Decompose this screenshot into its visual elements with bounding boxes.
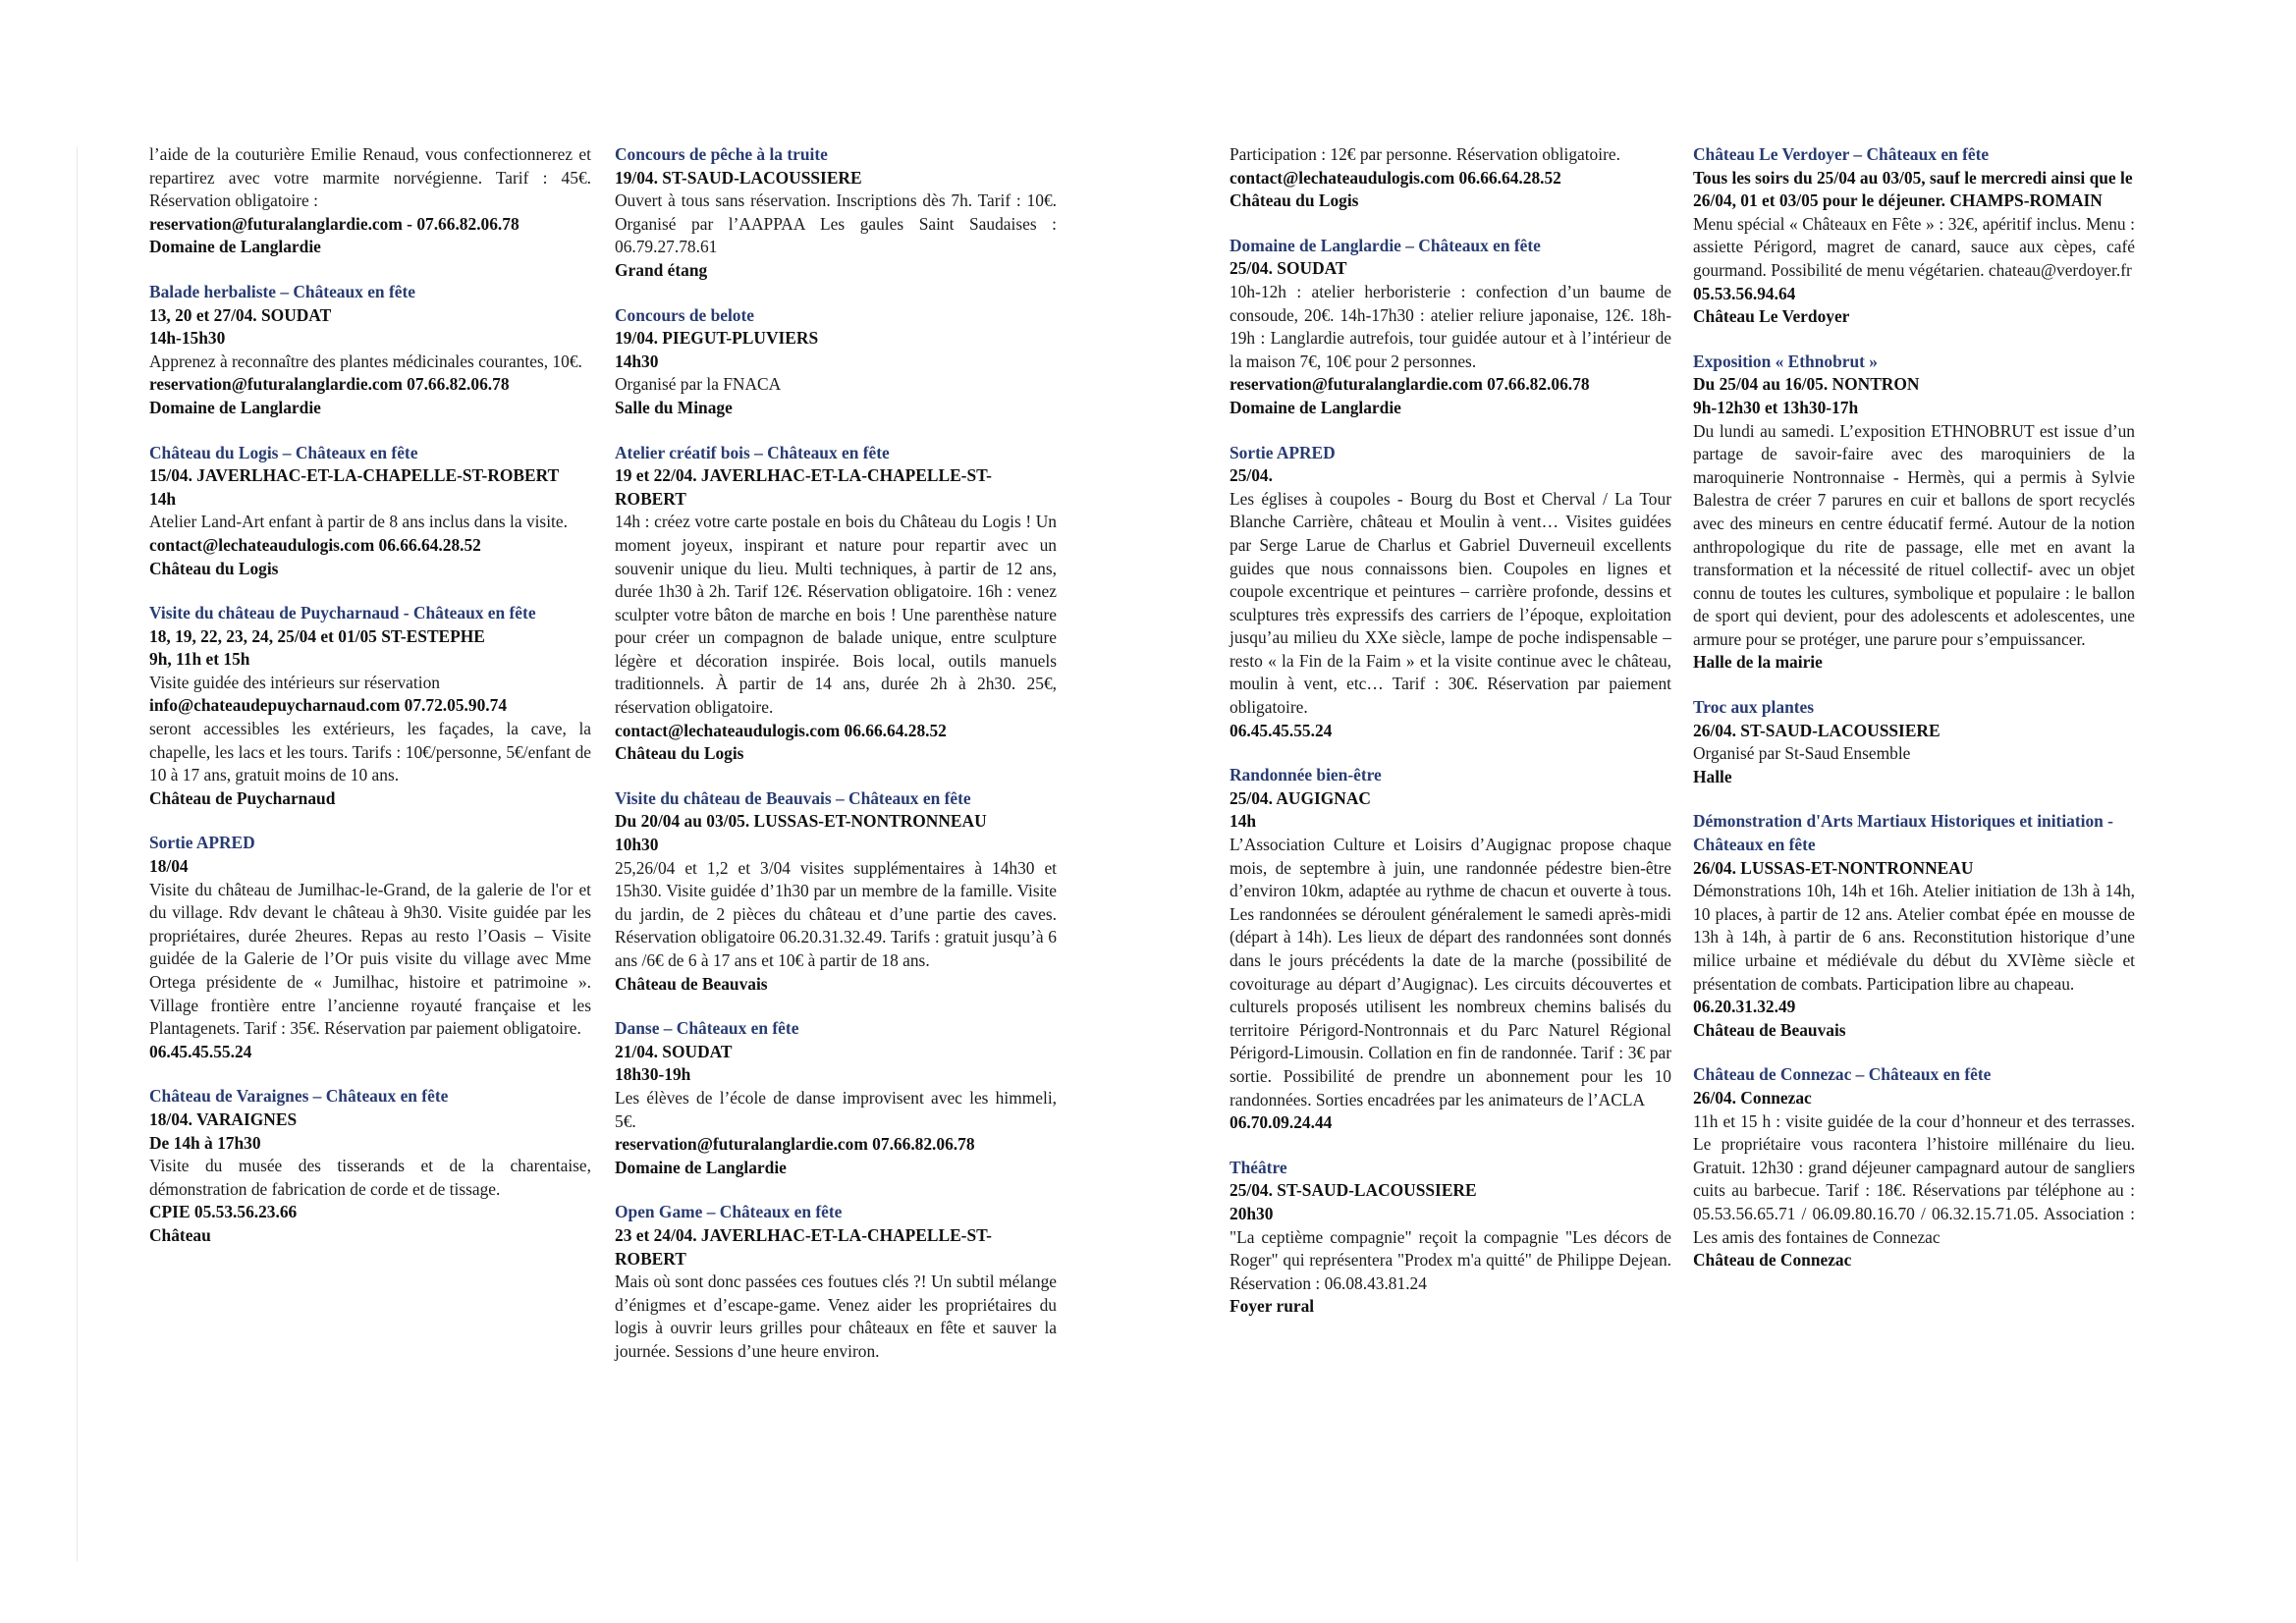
- event-title: Randonnée bien-être: [1230, 765, 1382, 785]
- event-description: 11h et 15 h : visite guidée de la cour d’honneur et des terrasses. Le propriétaire vous racontera l’histoire millénaire du lieu. Gratuit. 12h30 : grand déjeuner campagnard autour de sangliers cuits au barbecue. Tarif : 18€. Réservations par téléphone au : 05.53.56.65.71 / 06.09.80.16.70 / 06.32.15.71.05. Association : Les amis des fontaines de Connezac: [1693, 1110, 2135, 1247]
- event-contact: contact@lechateaudulogis.com 06.66.64.28.52: [149, 534, 481, 555]
- event-time: 14h: [149, 488, 177, 509]
- event-date: 19 et 22/04. JAVERLHAC-ET-LA-CHAPELLE-ST-ROBERT: [615, 465, 992, 509]
- event-listing: [1693, 696, 2135, 788]
- event-description: Mais où sont donc passées ces foutues clés ?! Un subtil mélange d’énigmes et d’escape-game. Venez aider les propriétaires du logis à ouvrir leurs grilles pour châteaux en fête et sauver la journée. Sessions d’une heure environ.: [615, 1271, 1057, 1361]
- event-date: Du 25/04 au 16/05. NONTRON: [1693, 374, 1920, 395]
- event-contact: 06.20.31.32.49: [1693, 997, 1796, 1017]
- event-listing: [149, 1085, 591, 1247]
- event-title: Théâtre: [1230, 1157, 1287, 1177]
- event-listing: [149, 281, 591, 420]
- event-listing: [615, 442, 1057, 766]
- event-listing: [615, 1201, 1057, 1363]
- event-title: Troc aux plantes: [1693, 697, 1815, 718]
- event-continuation: [1230, 143, 1671, 213]
- event-listing: [1693, 143, 2135, 329]
- event-venue: Domaine de Langlardie: [1230, 397, 1401, 417]
- event-description: Visite guidée des intérieurs sur réservation: [149, 672, 440, 692]
- event-listing: [1230, 1157, 1671, 1319]
- column-2: [615, 143, 1057, 1385]
- event-contact: reservation@futuralanglardie.com - 07.66.82.06.78: [149, 213, 519, 234]
- event-date: 25/04. SOUDAT: [1230, 258, 1347, 279]
- event-title: Visite du château de Puycharnaud - Châteaux en fête: [149, 603, 536, 623]
- event-venue: Château de Puycharnaud: [149, 787, 336, 808]
- event-description: Organisé par St-Saud Ensemble: [1693, 743, 1911, 764]
- event-listing: [615, 143, 1057, 283]
- event-title: Sortie APRED: [149, 833, 255, 853]
- event-date: 26/04. LUSSAS-ET-NONTRONNEAU: [1693, 857, 1974, 878]
- column-3: [1230, 143, 1671, 1340]
- event-description-extra: seront accessibles les extérieurs, les façades, la cave, la chapelle, les lacs et les tours. Tarifs : 10€/personne, 5€/enfant de 10 à 17 ans, gratuit moins de 10 ans.: [149, 719, 591, 785]
- event-time: 14h: [1230, 811, 1257, 832]
- event-listing: [149, 602, 591, 810]
- event-contact: reservation@futuralanglardie.com 07.66.82.06.78: [1230, 374, 1590, 395]
- event-description: Atelier Land-Art enfant à partir de 8 ans inclus dans la visite.: [149, 512, 568, 532]
- event-date: 18/04. VARAIGNES: [149, 1109, 298, 1129]
- event-date: 19/04. PIEGUT-PLUVIERS: [615, 328, 819, 349]
- event-listing: [1230, 764, 1671, 1135]
- event-contact: 06.45.45.55.24: [149, 1041, 252, 1061]
- event-date: 23 et 24/04. JAVERLHAC-ET-LA-CHAPELLE-ST-ROBERT: [615, 1224, 992, 1269]
- event-contact: 05.53.56.94.64: [1693, 283, 1796, 303]
- event-title: Concours de pêche à la truite: [615, 144, 828, 164]
- event-description: 25,26/04 et 1,2 et 3/04 visites supplémentaires à 14h30 et 15h30. Visite guidée d’1h30 par un membre de la famille. Visite du jardin, de 2 pièces du château et d’une partie des caves. Réservation obligatoire 06.20.31.32.49. Tarifs : gratuit jusqu’à 6 ans /6€ de 6 à 17 ans et 10€ à partir de 18 ans.: [615, 857, 1057, 970]
- event-contact: reservation@futuralanglardie.com 07.66.82.06.78: [149, 374, 510, 395]
- event-contact: contact@lechateaudulogis.com 06.66.64.28.52: [615, 720, 947, 740]
- event-time: 20h30: [1230, 1203, 1274, 1223]
- event-description: Du lundi au samedi. L’exposition ETHNOBRUT est issue d’un partage de savoir-faire avec des maroquiniers de la maroquinerie Nontronnaise - Hermès, qui a permis à Sylvie Balestra de créer 7 parures en cuir et ballons de sport recyclés avec des mineurs en centre éducatif fermé. Autour de la notion anthropologique du rite de passage, elle met en avant la transformation et la nécessité de rituel collectif- avec un objet connu de toutes les cultures, symbolique et populaire : le ballon de sport qui devient, pour des adolescents et adolescentes, une armure pour se protéger, une parure pour s’empuissancer.: [1693, 420, 2135, 649]
- event-title: Open Game – Châteaux en fête: [615, 1202, 843, 1222]
- event-date: 26/04. ST-SAUD-LACOUSSIERE: [1693, 720, 1941, 740]
- event-time: 9h, 11h et 15h: [149, 649, 250, 670]
- event-description: l’aide de la couturière Emilie Renaud, vous confectionnerez et repartirez avec votre marmite norvégienne. Tarif : 45€. Réservation obligatoire :: [149, 144, 591, 211]
- event-date: 18, 19, 22, 23, 24, 25/04 et 01/05 ST-ESTEPHE: [149, 625, 485, 646]
- event-venue: Domaine de Langlardie: [149, 237, 321, 257]
- event-title: Domaine de Langlardie – Châteaux en fête: [1230, 235, 1541, 255]
- event-contact: 06.45.45.55.24: [1230, 720, 1333, 740]
- event-listing: [615, 787, 1057, 996]
- event-listing: [615, 1017, 1057, 1179]
- event-description: Visite du château de Jumilhac-le-Grand, de la galerie de l'or et du village. Rdv devant le château à 9h30. Visite guidée par les propriétaires, durée 2heures. Repas au resto l’Oasis – Visite guidée de la Galerie de l’Or puis visite du village avec Mme Ortega présidente de « Jumilhac, histoire et patrimoine ». Village frontière entre l’ancienne royauté française et les Plantagenets. Tarif : 35€. Réservation par paiement obligatoire.: [149, 879, 591, 1039]
- event-date: 18/04: [149, 856, 189, 877]
- event-title: Concours de belote: [615, 304, 755, 325]
- event-description: "La ceptième compagnie" reçoit la compagnie "Les décors de Roger" qui représentera "Prodex m'a quitté" de Philippe Dejean. Réservation : 06.08.43.81.24: [1230, 1226, 1671, 1293]
- event-venue: Foyer rural: [1230, 1296, 1315, 1317]
- event-title: Visite du château de Beauvais – Châteaux en fête: [615, 787, 971, 808]
- event-contact: reservation@futuralanglardie.com 07.66.82.06.78: [615, 1134, 975, 1155]
- column-4: [1693, 143, 2135, 1294]
- event-venue: Château du Logis: [1230, 190, 1359, 211]
- event-description: Organisé par la FNACA: [615, 374, 782, 395]
- event-title: Château de Connezac – Châteaux en fête: [1693, 1064, 1992, 1085]
- event-venue: Château du Logis: [149, 558, 279, 578]
- event-time: 10h30: [615, 835, 659, 855]
- column-1: [149, 143, 591, 1270]
- event-title: Château Le Verdoyer – Châteaux en fête: [1693, 144, 1990, 164]
- event-date: 19/04. ST-SAUD-LACOUSSIERE: [615, 167, 862, 188]
- event-description: Les élèves de l’école de danse improvisent avec les himmeli, 5€.: [615, 1087, 1057, 1131]
- event-venue: Château de Beauvais: [615, 973, 768, 994]
- event-description: Ouvert à tous sans réservation. Inscriptions dès 7h. Tarif : 10€. Organisé par l’AAPPAA Les gaules Saint Saudaises : 06.79.27.78.61: [615, 190, 1057, 257]
- event-description: Les églises à coupoles - Bourg du Bost et Cherval / La Tour Blanche Carrière, château et Moulin à vent… Visites guidées par Serge Larue de Charlus et Gabriel Duverneuil excellents guides que nous connaissons bien. Coupoles en lignes et coupole excentrique et peintures – carrière profonde, dessins et sculptures très expressifs des carriers de l’époque, exploitation jusqu’au milieu du XXe siècle, lampe de poche indispensable – resto « la Fin de la Faim » et la visite continue avec le château, moulin à vent, etc… Tarif : 30€. Réservation par paiement obligatoire.: [1230, 488, 1671, 718]
- event-title: Démonstration d'Arts Martiaux Historiques et initiation - Châteaux en fête: [1693, 811, 2113, 855]
- page-edge-line: [77, 147, 78, 1561]
- event-title: Balade herbaliste – Châteaux en fête: [149, 281, 415, 301]
- event-date: 21/04. SOUDAT: [615, 1041, 733, 1061]
- event-title: Exposition « Ethnobrut »: [1693, 351, 1878, 371]
- event-listing: [1693, 351, 2135, 675]
- event-time: De 14h à 17h30: [149, 1132, 261, 1153]
- event-title: Atelier créatif bois – Châteaux en fête: [615, 442, 890, 462]
- event-date: 15/04. JAVERLHAC-ET-LA-CHAPELLE-ST-ROBERT: [149, 465, 560, 486]
- event-title: Château du Logis – Châteaux en fête: [149, 442, 418, 462]
- event-time: 18h30-19h: [615, 1064, 691, 1085]
- event-contact: CPIE 05.53.56.23.66: [149, 1202, 298, 1222]
- event-date: 26/04. Connezac: [1693, 1087, 1812, 1108]
- event-venue: Château de Beauvais: [1693, 1019, 1846, 1040]
- event-contact: contact@lechateaudulogis.com 06.66.64.28.52: [1230, 167, 1561, 188]
- event-time: 14h30: [615, 351, 659, 371]
- event-description: Visite du musée des tisserands et de la charentaise, démonstration de fabrication de corde et de tissage.: [149, 1156, 591, 1199]
- event-listing: [1230, 442, 1671, 743]
- event-contact: 06.70.09.24.44: [1230, 1112, 1333, 1133]
- event-title: Château de Varaignes – Châteaux en fête: [149, 1086, 449, 1107]
- event-venue: Château du Logis: [615, 743, 744, 764]
- event-listing: [1230, 235, 1671, 420]
- event-venue: Château de Connezac: [1693, 1250, 1852, 1271]
- event-venue: Domaine de Langlardie: [149, 397, 321, 417]
- event-description: 14h : créez votre carte postale en bois du Château du Logis ! Un moment joyeux, inspirant et nature pour repartir avec un souvenir unique du lieu. Multi techniques, à partir de 12 ans, durée 1h30 à 2h. Tarif 12€. Réservation obligatoire. 16h : venez sculpter votre bâton de marche en bois ! Une parenthèse nature pour créer un compagnon de balade unique, entre sculpture légère et décoration inspirée. Bois local, outils manuels traditionnels. À partir de 14 ans, durée 2h à 2h30. 25€, réservation obligatoire.: [615, 512, 1057, 718]
- event-time: 14h-15h30: [149, 328, 226, 349]
- event-listing: [149, 442, 591, 581]
- event-listing: [149, 832, 591, 1063]
- event-date: Du 20/04 au 03/05. LUSSAS-ET-NONTRONNEAU: [615, 811, 987, 832]
- event-date: 25/04. AUGIGNAC: [1230, 787, 1371, 808]
- event-venue: Grand étang: [615, 259, 708, 280]
- event-venue: Château Le Verdoyer: [1693, 306, 1850, 327]
- event-venue: Halle: [1693, 766, 1732, 786]
- event-venue: Château: [149, 1224, 211, 1245]
- event-contact: info@chateaudepuycharnaud.com 07.72.05.90.74: [149, 695, 508, 716]
- event-venue: Halle de la mairie: [1693, 652, 1823, 673]
- event-description: 10h-12h : atelier herboristerie : confection d’un baume de consoude, 20€. 14h-17h30 : atelier reliure japonaise, 12€. 18h-19h : Langlardie autrefois, tour guidée autour et à l’intérieur de la maison 7€, 10€ pour 2 personnes.: [1230, 281, 1671, 371]
- event-venue: Domaine de Langlardie: [615, 1157, 787, 1177]
- event-title: Danse – Châteaux en fête: [615, 1018, 799, 1039]
- event-date: Tous les soirs du 25/04 au 03/05, sauf le mercredi ainsi que le 26/04, 01 et 03/05 pour le déjeuner. CHAMPS-ROMAIN: [1693, 167, 2133, 211]
- event-description: Participation : 12€ par personne. Réservation obligatoire.: [1230, 144, 1620, 164]
- event-venue: Salle du Minage: [615, 397, 733, 417]
- event-listing: [1693, 810, 2135, 1042]
- event-listing: [1693, 1063, 2135, 1271]
- event-description: Apprenez à reconnaître des plantes médicinales courantes, 10€.: [149, 351, 582, 371]
- event-listing: [615, 304, 1057, 420]
- event-continuation: [149, 143, 591, 259]
- event-date: 25/04.: [1230, 465, 1273, 486]
- event-time: 9h-12h30 et 13h30-17h: [1693, 397, 1859, 417]
- event-date: 25/04. ST-SAUD-LACOUSSIERE: [1230, 1180, 1477, 1201]
- event-description: Menu spécial « Châteaux en Fête » : 32€, apéritif inclus. Menu : assiette Périgord, magret de canard, sauce aux cèpes, café gourmand. Possibilité de menu végétarien. chateau@verdoyer.fr: [1693, 213, 2135, 280]
- event-description: L’Association Culture et Loisirs d’Augignac propose chaque mois, de septembre à juin, une randonnée pédestre bien-être d’environ 10km, adaptée au rythme de chacun et ouverte à tous. Les randonnées se déroulent généralement le samedi après-midi (départ à 14h). Les lieux de départ des randonnées sont donnés dans le jours précédents la date de la marche (possibilité de covoiturage au départ d’Augignac). Les circuits découvertes et culturels proposés utilisent les nombreux chemins balisés du territoire Périgord-Nontronnais et du Parc Naturel Régional Périgord-Limousin. Collation en fin de randonnée. Tarif : 3€ par sortie. Possibilité de prendre un abonnement pour les 10 randonnées. Sorties encadrées par les animateurs de l’ACLA: [1230, 835, 1671, 1109]
- event-description: Démonstrations 10h, 14h et 16h. Atelier initiation de 13h à 14h, 10 places, à partir de 12 ans. Atelier combat épée en mousse de 13h à 14h, à partir de 6 ans. Reconstitution historique d’une milice urbaine et médiévale du début du XVIème siècle et présentation de combats. Participation libre au chapeau.: [1693, 881, 2135, 994]
- event-title: Sortie APRED: [1230, 442, 1336, 462]
- event-date: 13, 20 et 27/04. SOUDAT: [149, 304, 332, 325]
